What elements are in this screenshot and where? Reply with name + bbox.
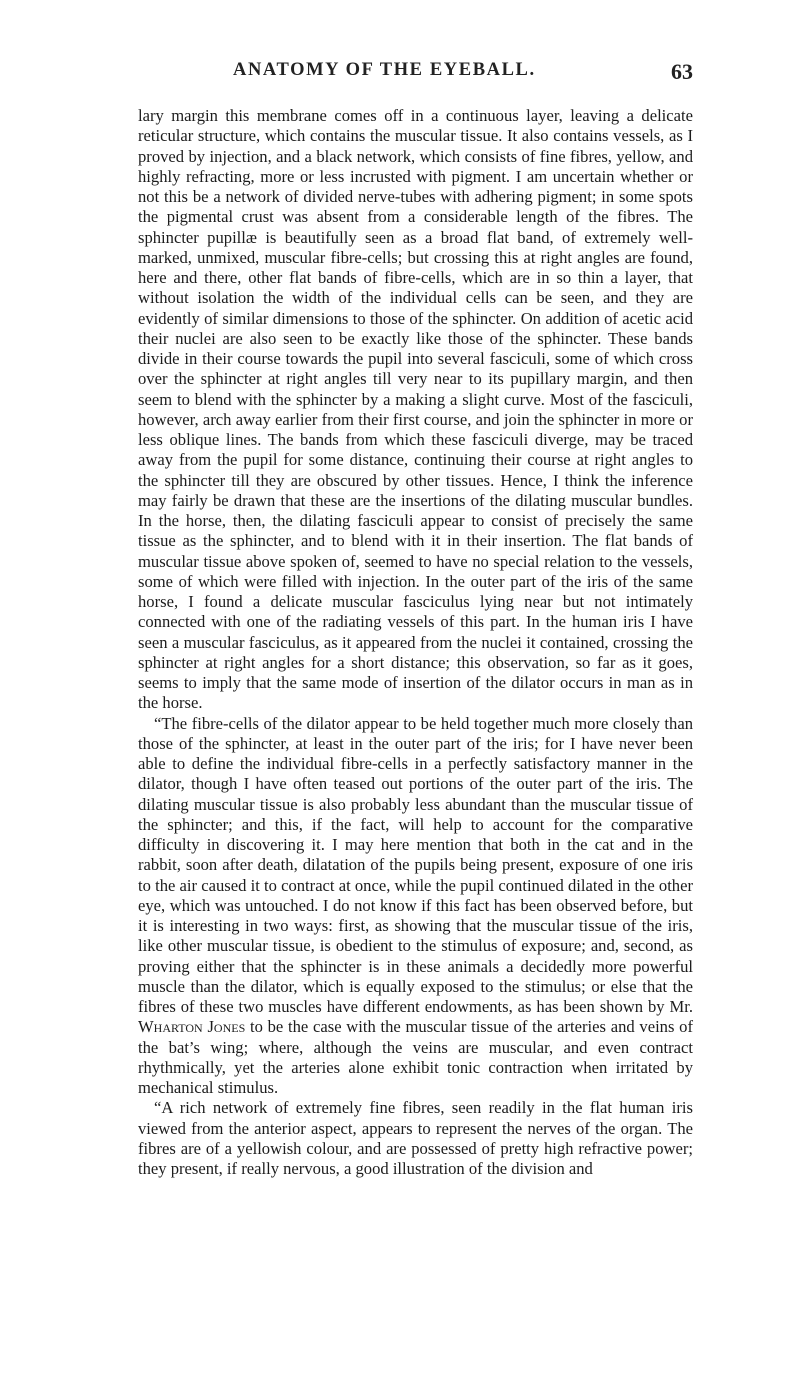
page-number: 63 (671, 59, 693, 84)
author-name-smallcaps: Wharton Jones (138, 1017, 246, 1037)
paragraph-1 (138, 106, 693, 714)
paragraph-3-text: “A rich network of extremely fine fibres, seen readily in the flat human iris viewed from the anterior aspect, appears to represent the nerves of the organ. The fibres are of a yellowish colour, and are possessed of pretty high refractive power; they present, if really nervous, a good illustration of the division and (138, 1098, 693, 1178)
body-text (138, 106, 693, 1179)
paragraph-2-text-after: to be the case with the muscular tissue of the arteries and veins of the bat’s wing; where, although the veins are muscular, and even contract rhythmically, yet the arteries alone exhibit tonic contraction when irritated by mechanical stimulus. (138, 1017, 693, 1097)
paragraph-3 (138, 1098, 693, 1179)
paragraph-2-text: “The fibre-cells of the dilator appear to be held together much more closely than those of the sphincter, at least in the outer part of the iris; for I have never been able to define the individual fibre-cells in a perfectly satisfactory manner in the dilator, though I have often teased out portions of the outer part of the iris. The dilating muscular tissue is also probably less abundant than the muscular tissue of the sphincter; and this, if the fact, will help to account for the comparative difficulty in discovering it. I may here mention that both in the cat and in the rabbit, soon after death, dilatation of the pupils being present, exposure of one iris to the air caused it to contract at once, while the pupil continued dilated in the other eye, which was untouched. I do not know if this fact has been observed before, but it is interesting in two ways: first, as showing that the muscular tissue of the iris, like other muscular tissue, is obedient to the stimulus of exposure; and, second, as proving either that the sphincter is in these animals a decidedly more powerful muscle than the dilator, which is equally exposed to the stimulus; or else that the fibres of these two muscles have different endowments, as has been shown by Mr. (138, 713, 693, 1016)
paragraph-1-text: lary margin this membrane comes off in a continuous layer, leaving a delicate reticular structure, which contains the muscular tissue. It also contains vessels, as I proved by injection, and a black network, which consists of fine fibres, yellow, and highly refracting, more or less incrusted with pigment. I am uncertain whether or not this be a network of divided nerve-tubes with adhering pigment; in some spots the pigmental crust was absent from a considerable length of the fibres. The sphincter pupillæ is beautifully seen as a broad flat band, of extremely well-marked, unmixed, muscular fibre-cells; but crossing this at right angles are found, here and there, other flat bands of fibre-cells, which are in so thin a layer, that without isolation the width of the individual cells can be seen, and they are evidently of similar dimensions to those of the sphincter. On addition of acetic acid their nuclei are also seen to be exactly like those of the sphincter. These bands divide in their course towards the pupil into several fasciculi, some of which cross over the sphincter at right angles till very near to its pupillary margin, and then seem to blend with the sphincter by a making a slight curve. Most of the fasciculi, however, arch away earlier from their first course, and join the sphincter in more or less oblique lines. The bands from which these fasciculi diverge, may be traced away from the pupil for some distance, continuing their course at right angles to the sphincter till they are obscured by other tissues. Hence, I think the inference may fairly be drawn that these are the insertions of the dilating muscular bundles. In the horse, then, the dilating fasciculi appear to consist of precisely the same tissue as the sphincter, and to blend with it in their insertion. The flat bands of muscular tissue above spoken of, seemed to have no special relation to the vessels, some of which were filled with injection. In the outer part of the iris of the same horse, I found a delicate muscular fasciculus lying near but not intimately connected with one of the radiating vessels of this part. In the human iris I have seen a muscular fasciculus, as it appeared from the nuclei it contained, crossing the sphincter at right angles for a short distance; this observation, so far as it goes, seems to imply that the same mode of insertion of the dilator occurs in man as in the horse. (138, 106, 693, 713)
paragraph-2 (138, 714, 693, 1099)
running-title: ANATOMY OF THE EYEBALL. (233, 60, 536, 80)
running-header (138, 60, 693, 90)
